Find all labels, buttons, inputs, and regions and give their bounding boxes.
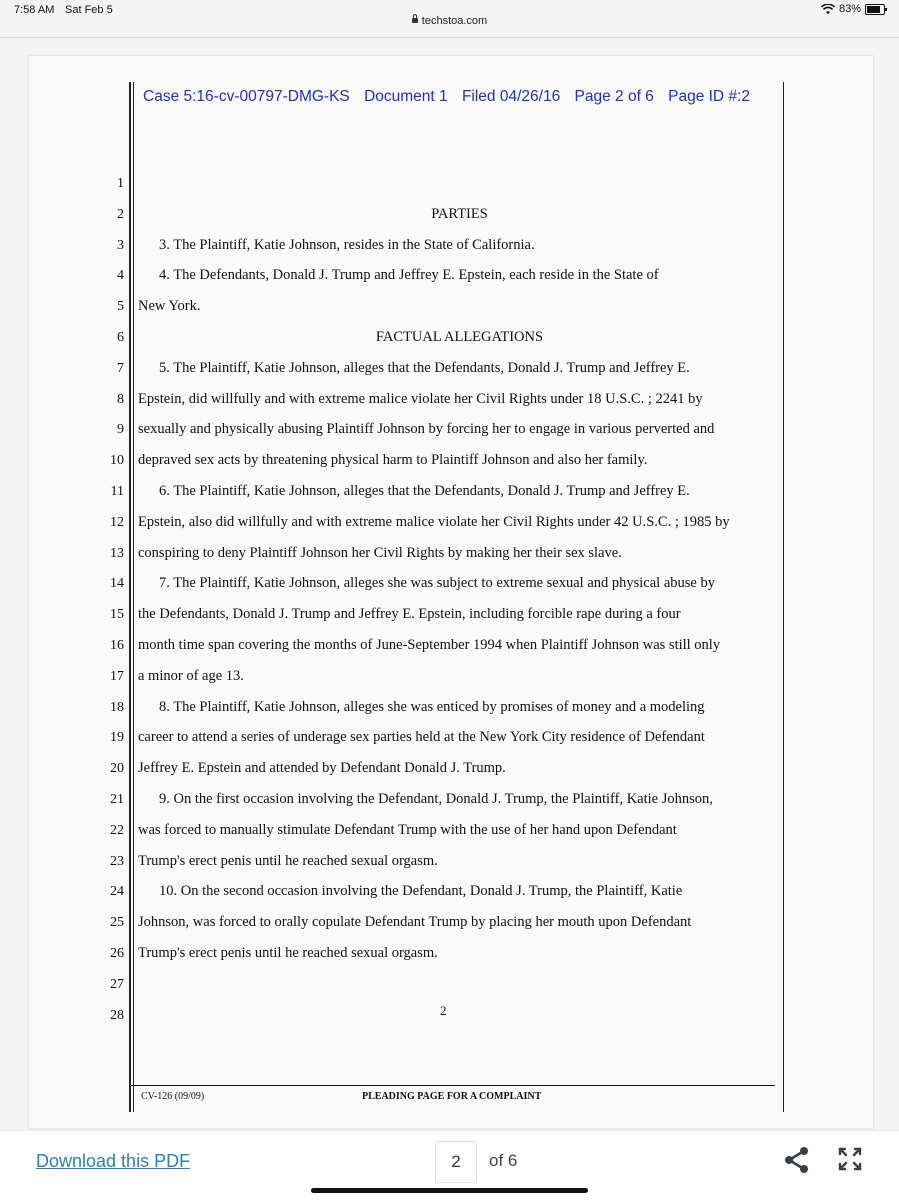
page-number: 2 [440, 1003, 447, 1018]
line-number: 5 [117, 299, 124, 314]
form-number: CV-126 (09/09) [141, 1091, 205, 1102]
line-number: 26 [110, 946, 124, 961]
line-number: 6 [117, 330, 124, 345]
page-right-rule [783, 82, 784, 1112]
body-line: 9. On the first occasion involving the Defendant, Donald J. Trump, the Plaintiff, Katie Johnson, [159, 791, 713, 807]
section-heading: FACTUAL ALLEGATIONS [375, 329, 544, 345]
line-number: 24 [110, 884, 124, 899]
body-line: sexually and physically abusing Plaintiff Johnson by forcing her to engage in various perverted and [138, 421, 715, 437]
filed-date: Filed 04/26/16 [461, 88, 561, 105]
home-indicator [311, 1188, 588, 1193]
battery-icon [865, 4, 885, 15]
case-header [143, 88, 760, 106]
body-line: Jeffrey E. Epstein and attended by Defendant Donald J. Trump. [138, 760, 506, 776]
share-icon[interactable] [783, 1145, 811, 1175]
line-number: 8 [117, 392, 124, 407]
url-text: techstoa.com [421, 15, 488, 27]
body-line: Trump's erect penis until he reached sexual orgasm. [138, 945, 438, 961]
line-number: 23 [110, 854, 124, 869]
document-number: Document 1 [364, 88, 448, 105]
page-of: Page 2 of 6 [574, 88, 654, 105]
page-left-rule-inner [133, 82, 134, 1112]
section-heading: PARTIES [431, 206, 488, 222]
download-pdf-link[interactable]: Download this PDF [36, 1151, 191, 1171]
body-line: 10. On the second occasion involving the Defendant, Donald J. Trump, the Plaintiff, Katie [159, 883, 683, 899]
line-number: 11 [110, 484, 124, 499]
body-line: 6. The Plaintiff, Katie Johnson, alleges that the Defendants, Donald J. Trump and Jeffrey E. [159, 483, 690, 499]
fullscreen-icon[interactable] [838, 1147, 862, 1171]
lock-icon [412, 18, 418, 23]
body-line: was forced to manually stimulate Defendant Trump with the use of her hand upon Defendant [138, 822, 677, 838]
line-number: 21 [110, 792, 124, 807]
body-line: Epstein, also did willfully and with extreme malice violate her Civil Rights under 42 U.S.C. ; 1985 by [138, 514, 730, 530]
line-number: 2 [117, 207, 124, 222]
line-number: 14 [110, 576, 124, 591]
line-number: 3 [117, 238, 124, 253]
total-pages: of 6 [489, 1151, 518, 1170]
line-number: 17 [110, 669, 124, 684]
page-number-input[interactable]: 2 [435, 1141, 477, 1183]
body-line: a minor of age 13. [138, 668, 244, 684]
line-number: 15 [110, 607, 124, 622]
address-bar[interactable] [0, 15, 899, 27]
line-number: 16 [110, 638, 124, 653]
case-number: Case 5:16-cv-00797-DMG-KS [143, 88, 350, 105]
line-number: 22 [110, 823, 124, 838]
body-line: conspiring to deny Plaintiff Johnson her Civil Rights by making her their sex slave. [138, 545, 622, 561]
line-number: 9 [117, 422, 124, 437]
body-line: 3. The Plaintiff, Katie Johnson, resides in the State of California. [159, 237, 535, 253]
page-left-rule [129, 82, 131, 1112]
line-number: 13 [110, 546, 124, 561]
line-number: 20 [110, 761, 124, 776]
body-line: New York. [138, 298, 201, 314]
line-number: 25 [110, 915, 124, 930]
footer-rule [131, 1085, 775, 1086]
body-line: Epstein, did willfully and with extreme malice violate her Civil Rights under 18 U.S.C. ; 2241 by [138, 391, 703, 407]
status-right [821, 3, 885, 15]
body-line: the Defendants, Donald J. Trump and Jeffrey E. Epstein, including forcible rape during a four [138, 606, 681, 622]
line-number: 4 [117, 268, 124, 283]
body-line: 7. The Plaintiff, Katie Johnson, alleges she was subject to extreme sexual and physical abuse by [159, 575, 715, 591]
body-line: depraved sex acts by threatening physical harm to Plaintiff Johnson and also her family. [138, 452, 648, 468]
footer-title: PLEADING PAGE FOR A COMPLAINT [362, 1091, 542, 1102]
battery-percent: 83% [838, 3, 861, 15]
divider [0, 37, 899, 38]
line-number: 28 [110, 1008, 124, 1023]
body-line: 4. The Defendants, Donald J. Trump and Jeffrey E. Epstein, each reside in the State of [159, 267, 659, 283]
line-number: 18 [110, 700, 124, 715]
line-number: 12 [110, 515, 124, 530]
status-time: 7:58 AM [14, 4, 55, 16]
body-line: 5. The Plaintiff, Katie Johnson, alleges that the Defendants, Donald J. Trump and Jeffrey E. [159, 360, 690, 376]
line-number: 27 [110, 977, 124, 992]
page-id: Page ID #:2 [668, 88, 750, 105]
body-line: Trump's erect penis until he reached sexual orgasm. [138, 853, 438, 869]
status-date: Sat Feb 5 [65, 4, 113, 16]
line-number: 19 [110, 730, 124, 745]
line-number: 1 [117, 176, 124, 191]
body-line: 8. The Plaintiff, Katie Johnson, alleges she was enticed by promises of money and a modeling [159, 699, 705, 715]
body-line: month time span covering the months of June-September 1994 when Plaintiff Johnson was still only [138, 637, 721, 653]
body-line: career to attend a series of underage sex parties held at the New York City residence of Defendant [138, 729, 705, 745]
line-number: 10 [110, 453, 124, 468]
line-number: 7 [117, 361, 124, 376]
wifi-icon [821, 4, 835, 15]
body-line: Johnson, was forced to orally copulate Defendant Trump by placing her mouth upon Defendant [138, 914, 692, 930]
